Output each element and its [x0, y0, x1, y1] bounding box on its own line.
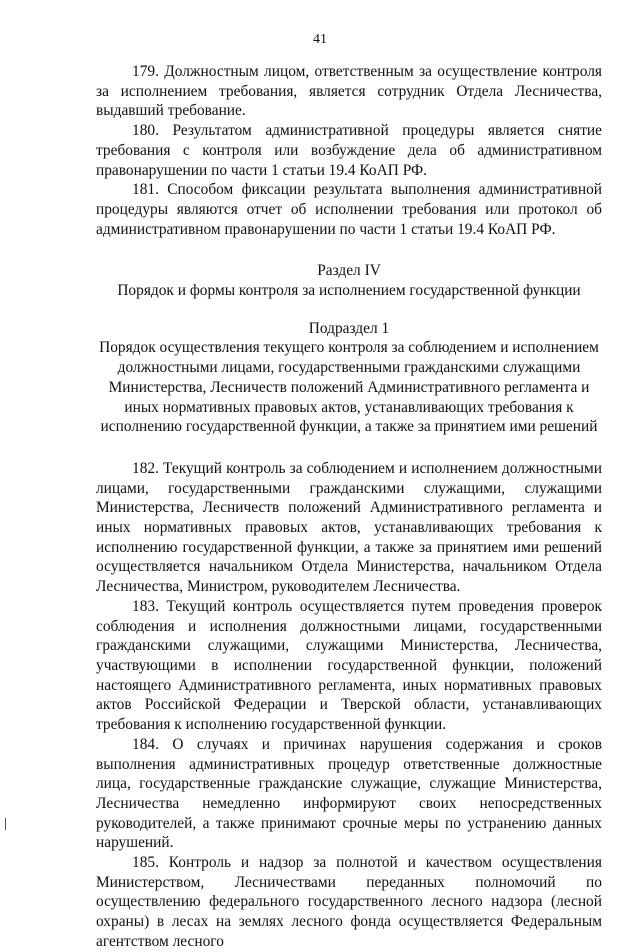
subsection-title: Подраздел 1: [308, 319, 390, 337]
document-body: [96, 62, 602, 952]
section-subtitle: Порядок и формы контроля за исполнением государственной функции: [117, 282, 581, 300]
spacer: [96, 437, 602, 459]
paragraph-182: 182. Текущий контроль за соблюдением и исполнением должностными лицами, государственными гражданскими служащими, служащими Министерства, Лесничеств положений Административного регламента и иных нормативных правовых актов, устанавливающих требования к исполнению государственной функции, а также за принятием ими решений осуществляется начальником Отдела Министерства, начальником Отдела Лесничества, Министром, руководителем Лесничества.: [96, 459, 602, 596]
paragraph-179: 179. Должностным лицом, ответственным за осуществление контроля за исполнением требования, является сотрудник Отдела Лесничества, выдавший требование.: [96, 63, 602, 120]
paragraph-180: 180. Результатом административной процедуры является снятие требования с контроля или возбуждение дела об административном правонарушении по части 1 статьи 19.4 КоАП РФ.: [96, 122, 602, 179]
spacer: [96, 239, 602, 261]
paragraph-184: 184. О случаях и причинах нарушения содержания и сроков выполнения административных процедур ответственные должностные лица, государственные гражданские служащие, служащие Министерства, Лесничества немедленно информируют своих непосредственных руководителей, а также принимают срочные меры по устранению данных нарушений.: [96, 735, 602, 852]
spacer: [96, 301, 602, 319]
section-title: Раздел IV: [317, 262, 381, 280]
page-number: 41: [313, 32, 327, 47]
paragraph-185: 185. Контроль и надзор за полнотой и качеством осуществления Министерством, Лесничествами переданных полномочий по осуществлению федерального государственного лесного надзора (лесной охраны) в лесах на землях лесного фонда осуществляется Федеральным агентством лесного: [96, 854, 602, 950]
subsection-subtitle: Порядок осуществления текущего контроля за соблюдением и исполнением должностными лицами, государственными гражданскими служащими Министерства, Лесничеств положений Административного регламента и иных нормативных правовых актов, устанавливающих требования к исполнению государственной функции, а также за принятием ими решений: [99, 339, 599, 436]
scan-edge-mark: [5, 818, 6, 830]
paragraph-183: 183. Текущий контроль осуществляется путем проведения проверок соблюдения и исполнения должностными лицами, государственными гражданскими служащими, служащими Министерства, Лесничества, участвующими в исполнении государственной функции, положений настоящего Административного регламента, иных нормативных правовых актов Российской Федерации и Тверской области, устанавливающих требования к исполнению государственной функции.: [96, 597, 602, 734]
paragraph-181: 181. Способом фиксации результата выполнения административной процедуры являются отчет об исполнении требования или протокол об административном правонарушении по части 1 статьи 19.4 КоАП РФ.: [96, 181, 602, 238]
